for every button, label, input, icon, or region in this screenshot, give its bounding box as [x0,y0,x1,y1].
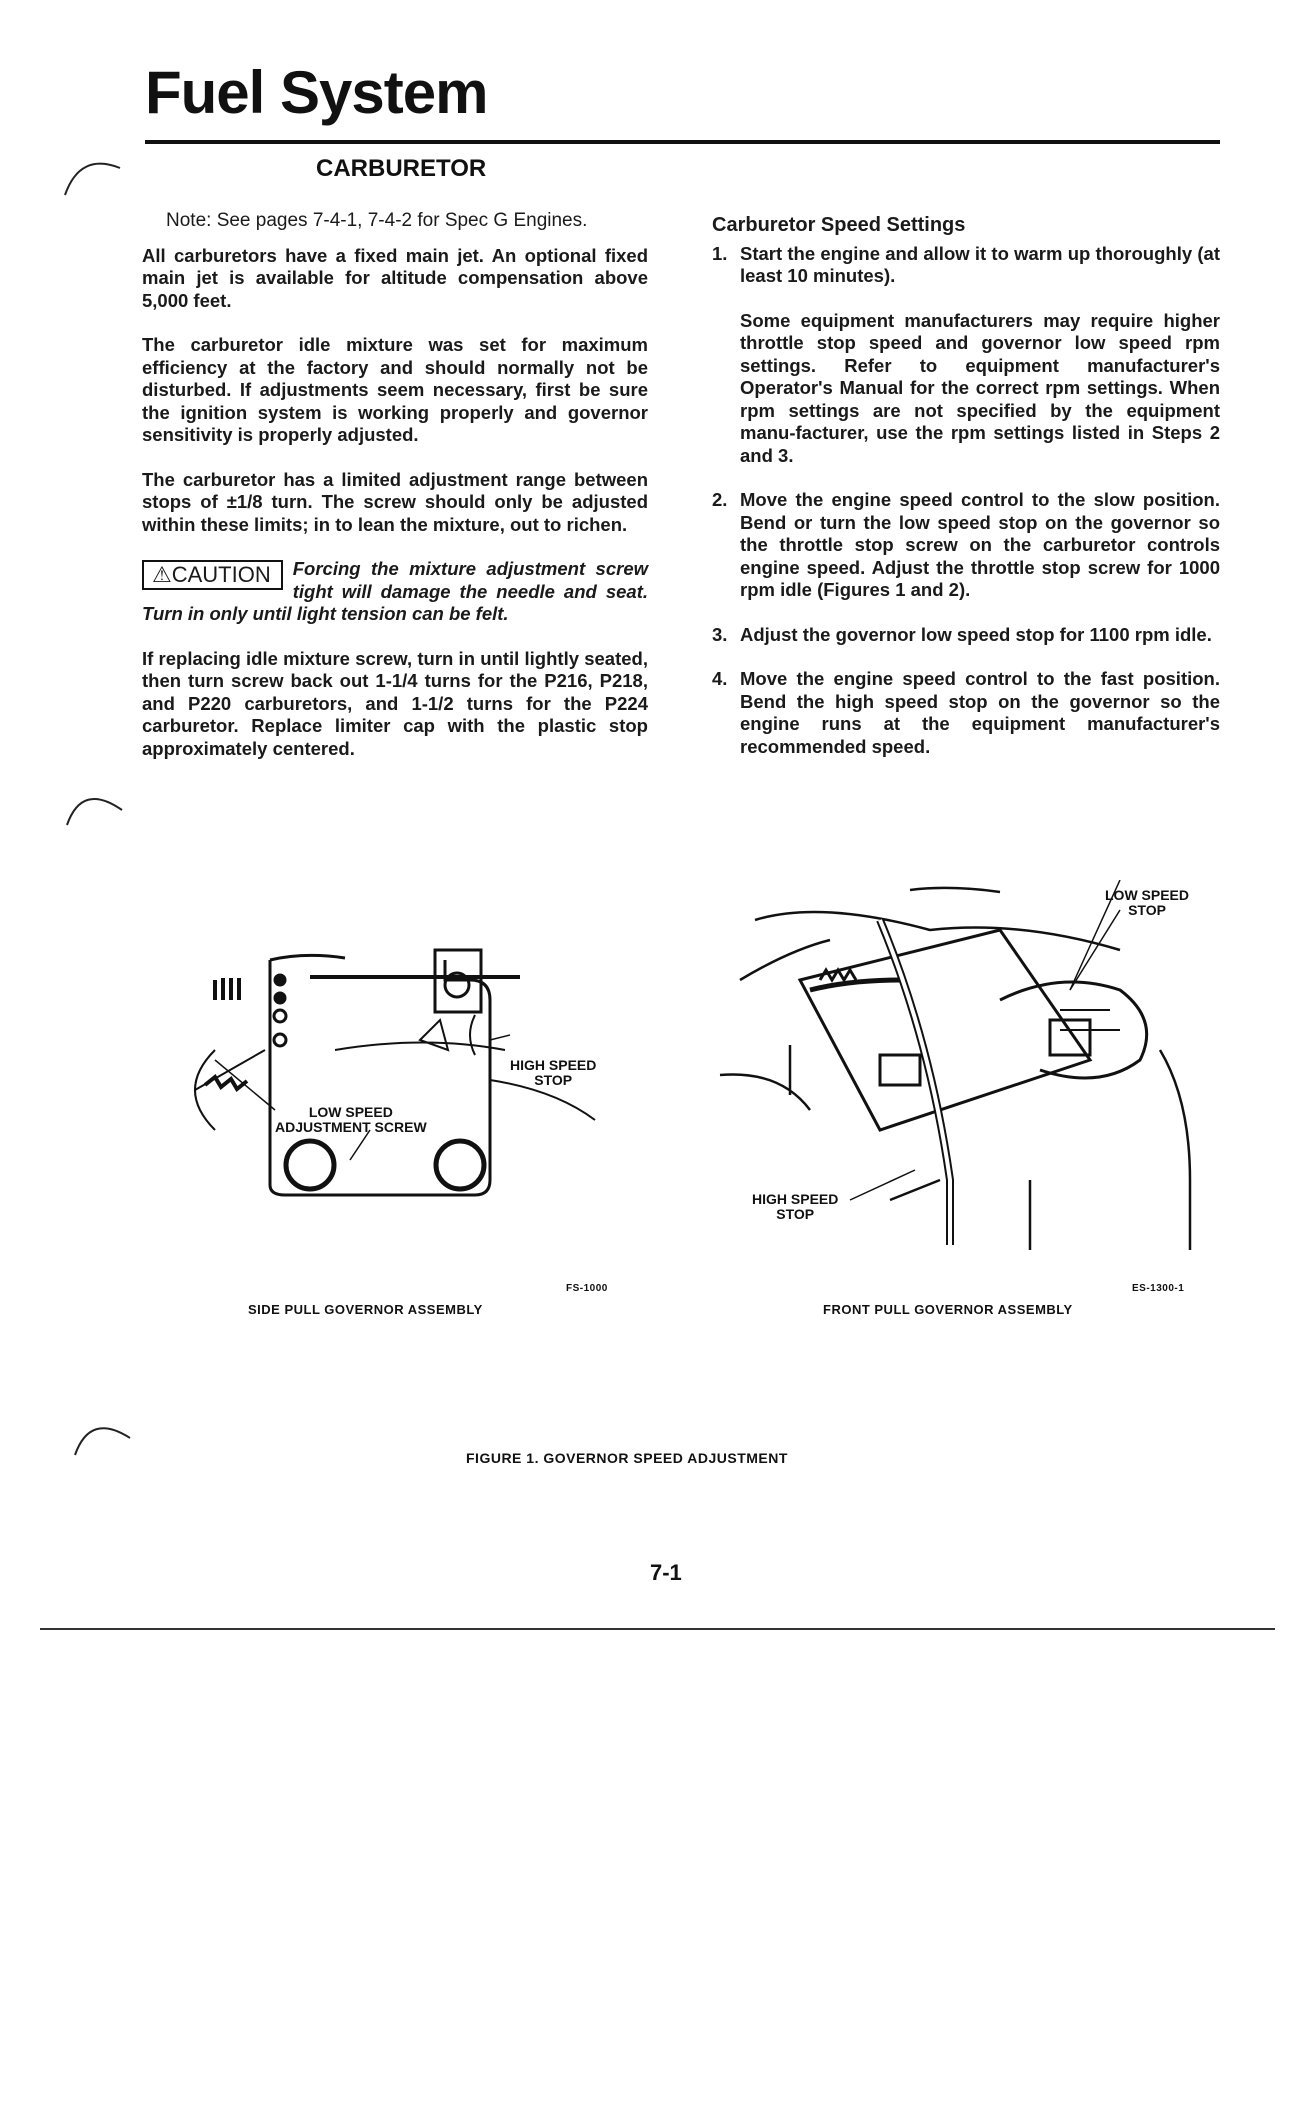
page-number: 7-1 [650,1560,682,1585]
caution-text: Forcing the mixture adjustment screw tight will damage the needle and seat. Turn in only until light tension can be felt. [142,558,648,624]
left-column [142,210,648,782]
high-speed-stop-label-right: HIGH SPEED STOP [752,1191,839,1222]
paragraph-idle-mixture: The carburetor idle mixture was set for maximum efficiency at the factory and should normally not be disturbed. If adjustments seem necessary, first be sure the ignition system is working properly and governor sensitivity is properly adjusted. [142,334,648,445]
binder-mark-top [60,150,130,200]
figure-caption: FIGURE 1. GOVERNOR SPEED ADJUSTMENT [466,1450,788,1466]
step-text: Move the engine speed control to the fast position. Bend the high speed stop on the governor so the engine runs at the equipment manufacturer's recommended speed. [740,668,1220,757]
low-speed-adjustment-screw-label: LOW SPEED ADJUSTMENT SCREW [275,1104,427,1135]
step-text: Start the engine and allow it to warm up thoroughly (at least 10 minutes). [740,242,1220,286]
step-number: 2. [712,489,728,510]
caution-block [142,558,648,626]
left-figure-code: FS-1000 [566,1283,608,1294]
title-rule [145,140,1220,144]
step-text: Adjust the governor low speed stop for 1100 rpm idle. [740,623,1212,645]
binder-mark-bottom [70,1410,140,1460]
right-figure-code: ES-1300-1 [1132,1283,1185,1294]
binder-mark-middle [62,780,132,830]
paragraph-replacing-screw: If replacing idle mixture screw, turn in until lightly seated, then turn screw back out 1-1/4 turns for the P216, P218, and P220 carburetors, and 1-1/2 turns for the P224 carburetor. Replace limiter cap with the plastic stop approximately centered. [142,647,648,759]
right-column [712,214,1220,762]
step-3 [712,624,1220,647]
right-figure-caption: FRONT PULL GOVERNOR ASSEMBLY [823,1302,1073,1317]
step-1 [712,243,1220,288]
spec-note: Note: See pages 7-4-1, 7-4-2 for Spec G Engines. [166,210,588,231]
step-4 [712,668,1220,758]
step-2 [712,489,1220,602]
caution-label: ⚠CAUTION [142,560,283,590]
speed-settings-heading: Carburetor Speed Settings [712,214,966,236]
low-speed-stop-label-right: LOW SPEED STOP [1105,887,1190,918]
section-heading: CARBURETOR [316,155,487,182]
step-1-note: Some equipment manufacturers may require higher throttle stop speed and governor low speed rpm settings. Refer to equipment manufacturer's Operator's Manual for the correct rpm settings. When rpm settings are not specified by the equipment manu-facturer, use the rpm settings listed in Steps 2 and 3. [740,309,1220,466]
step-number: 4. [712,668,728,689]
step-text: Move the engine speed control to the slow position. Bend or turn the low speed stop on the governor so the throttle stop screw on the carburetor controls engine speed. Adjust the throttle stop screw for 1000 rpm idle (Figures 1 and 2). [740,489,1220,600]
step-number: 3. [712,623,728,645]
paragraph-adjustment-range: The carburetor has a limited adjustment range between stops of ±1/8 turn. The screw should only be adjusted within these limits; in to lean the mixture, out to richen. [142,468,648,535]
step-number: 1. [712,242,728,264]
left-figure-caption: SIDE PULL GOVERNOR ASSEMBLY [248,1302,483,1317]
paragraph-main-jet: All carburetors have a fixed main jet. An optional fixed main jet is available for altitude compensation above 5,000 feet. [142,244,648,311]
page-title: Fuel System [145,59,488,126]
high-speed-stop-label-left: HIGH SPEED STOP [510,1057,597,1088]
bottom-rule [40,1628,1275,1630]
